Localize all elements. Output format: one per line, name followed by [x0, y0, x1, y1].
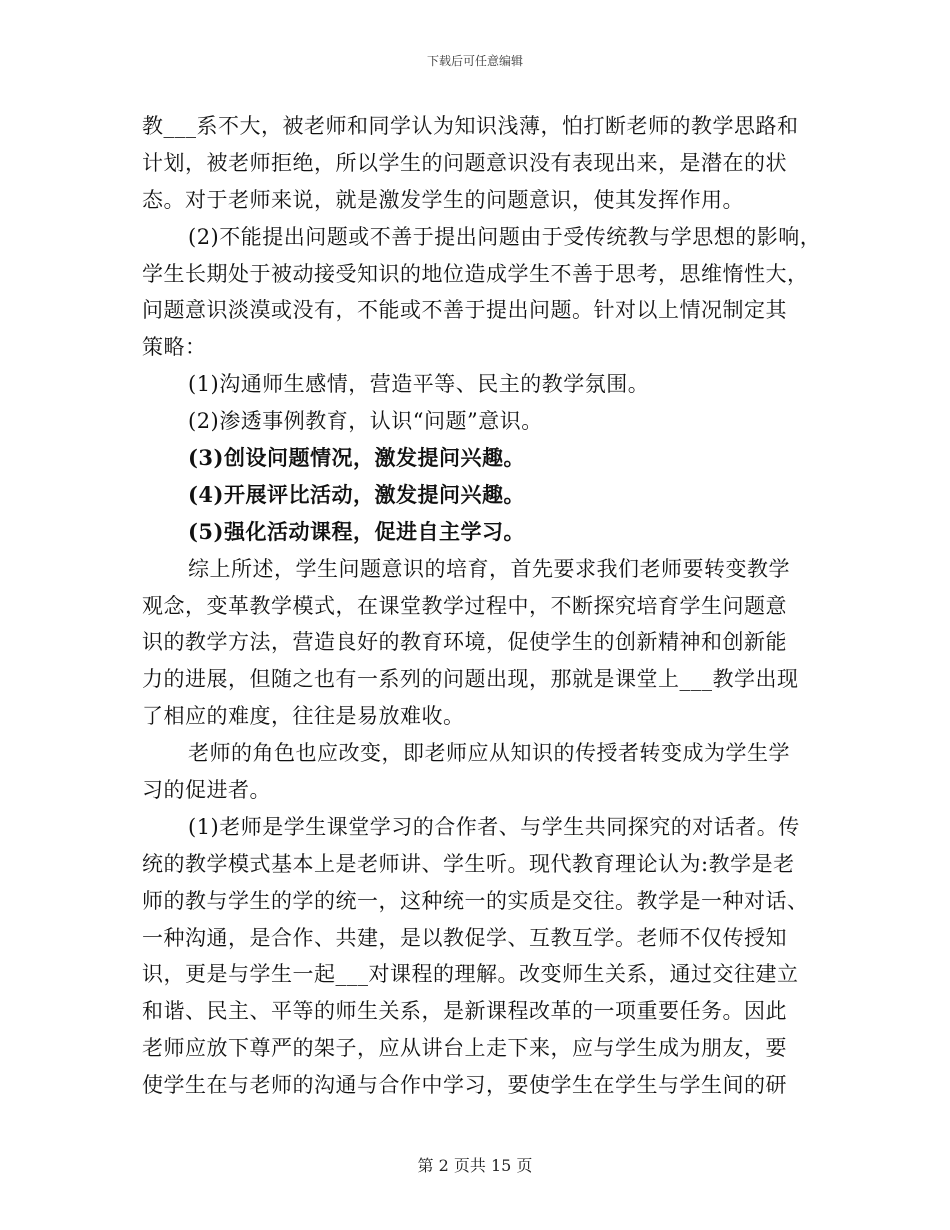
- paragraph-line: (3)创设问题情况，激发提问兴趣。: [188, 445, 525, 471]
- paragraph-line: 和谐、民主、平等的师生关系，是新课程改革的一项重要任务。因此: [142, 999, 787, 1024]
- paragraph-line: 使学生在与老师的沟通与合作中学习，要使学生在学生与学生间的研: [142, 1073, 787, 1098]
- paragraph-line: (2)渗透事例教育，认识“问题”意识。: [188, 409, 543, 434]
- paragraph-line: 计划，被老师拒绝，所以学生的问题意识没有表现出来，是潜在的状: [142, 150, 787, 175]
- paragraph-line: 识，更是与学生一起___对课程的理解。改变师生关系，通过交往建立: [142, 962, 799, 987]
- paragraph-line: 策略：: [142, 335, 207, 360]
- paragraph-line: (4)开展评比活动，激发提问兴趣。: [188, 481, 525, 507]
- paragraph-line: (5)强化活动课程，促进自主学习。: [188, 518, 525, 544]
- paragraph-line: 学生长期处于被动接受知识的地位造成学生不善于思考，思维惰性大，: [142, 261, 809, 286]
- page-footer: 第 2 页共 15 页: [417, 1156, 533, 1175]
- paragraph-line: 习的促进者。: [142, 778, 271, 803]
- paragraph-line: 问题意识淡漠或没有，不能或不善于提出问题。针对以上情况制定其: [142, 298, 787, 323]
- page-header: 下载后可任意编辑: [426, 54, 523, 68]
- paragraph-line: 统的教学模式基本上是老师讲、学生听。现代教育理论认为:教学是老: [142, 851, 795, 876]
- document-body: [142, 108, 822, 1104]
- paragraph-line: 师的教与学生的学的统一，这种统一的实质是交往。教学是一种对话、: [142, 888, 809, 913]
- paragraph-line: 力的进展，但随之也有一系列的问题出现，那就是课堂上___教学出现: [142, 667, 799, 692]
- paragraph-line: 教___系不大，被老师和同学认为知识浅薄，怕打断老师的教学思路和: [142, 114, 799, 138]
- paragraph-line: (2)不能提出问题或不善于提出问题由于受传统教与学思想的影响，: [188, 224, 822, 249]
- paragraph-line: (1)沟通师生感情，营造平等、民主的教学氛围。: [188, 372, 650, 397]
- paragraph-line: 了相应的难度，往往是易放难收。: [142, 704, 465, 729]
- paragraph-line: 态。对于老师来说，就是激发学生的问题意识，使其发挥作用。: [142, 187, 744, 212]
- paragraph-line: 老师的角色也应改变，即老师应从知识的传授者转变成为学生学: [188, 741, 790, 766]
- paragraph-line: 识的教学方法，营造良好的教育环境，促使学生的创新精神和创新能: [142, 630, 787, 655]
- paragraph-line: 一种沟通，是合作、共建，是以教促学、互教互学。老师不仅传授知: [142, 925, 787, 950]
- paragraph-line: 老师应放下尊严的架子，应从讲台上走下来，应与学生成为朋友，要: [142, 1036, 787, 1061]
- paragraph-line: (1)老师是学生课堂学习的合作者、与学生共同探究的对话者。传: [188, 814, 800, 839]
- paragraph-line: 综上所述，学生问题意识的培育，首先要求我们老师要转变教学: [188, 556, 790, 581]
- paragraph-line: 观念，变革教学模式，在课堂教学过程中，不断探究培育学生问题意: [142, 593, 787, 618]
